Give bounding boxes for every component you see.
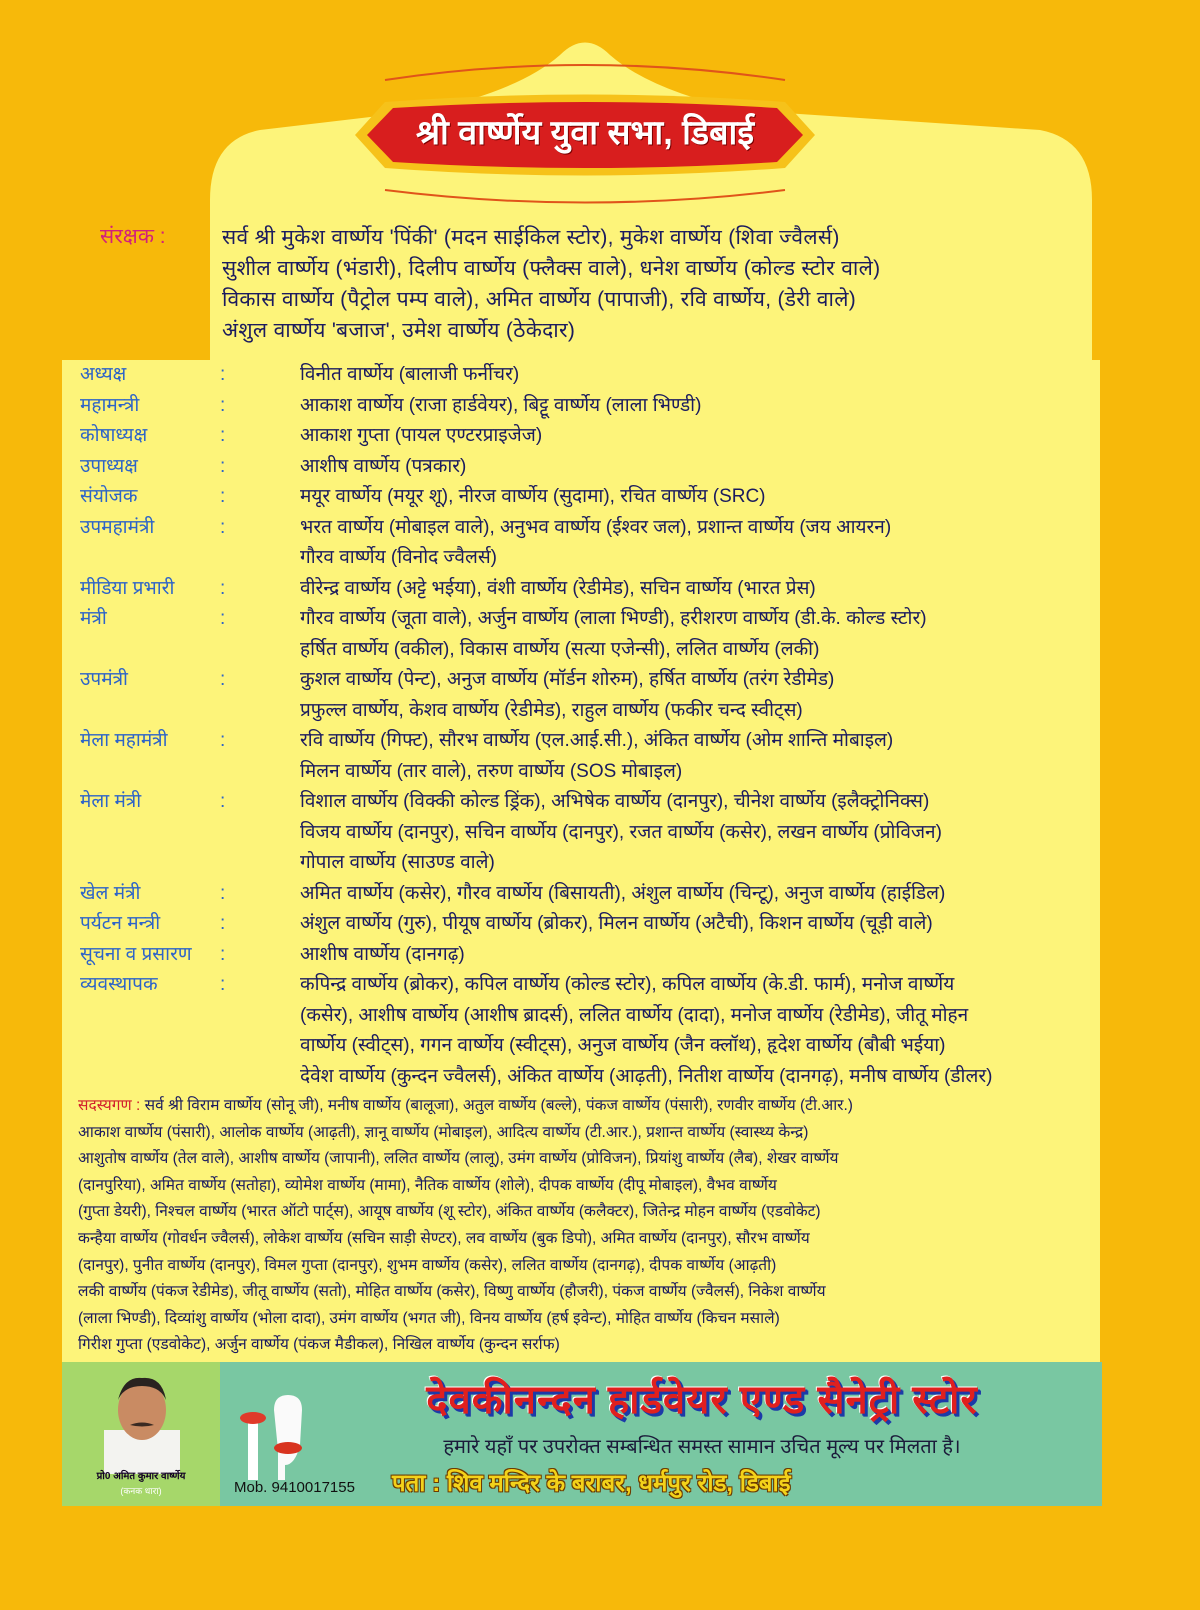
committee-row <box>80 513 1100 574</box>
committee-members <box>300 482 1100 513</box>
committee-member-line: गौरव वार्ष्णेय (जूता वाले), अर्जुन वार्ष्णेय (लाला भिण्डी), हरीशरण वार्ष्णेय (डी.के. कोल्ड स्टोर) <box>300 608 927 629</box>
committee-role: अध्यक्ष <box>80 364 127 385</box>
colon-separator: : <box>220 455 226 477</box>
committee-row <box>80 726 1100 787</box>
committee-members <box>300 787 1100 879</box>
committee-member-line: रवि वार्ष्णेय (गिफ्ट), सौरभ वार्ष्णेय (एल.आई.सी.), अंकित वार्ष्णेय (ओम शान्ति मोबाइल) <box>300 730 894 751</box>
committee-member-line: मिलन वार्ष्णेय (तार वाले), तरुण वार्ष्णेय (SOS मोबाइल) <box>300 760 683 782</box>
committee-member-line: भरत वार्ष्णेय (मोबाइल वाले), अनुभव वार्ष्णेय (ईश्वर जल), प्रशान्त वार्ष्णेय (जय आयरन) <box>300 516 892 538</box>
committee-row <box>80 940 1100 971</box>
committee-member-line: (कसेर), आशीष वार्ष्णेय (आशीष ब्रादर्स), ललित वार्ष्णेय (दादा), मनोज वार्ष्णेय (रेडीमेड), जीतू मोहन <box>300 1004 969 1026</box>
committee-member-line: विजय वार्ष्णेय (दानपुर), सचिन वार्ष्णेय (दानपुर), रजत वार्ष्णेय (कसेर), लखन वार्ष्णेय (प्रोविजन) <box>300 821 942 843</box>
member-line <box>78 1146 1108 1173</box>
committee-role: व्यवस्थापक <box>80 974 158 995</box>
committee-members <box>300 360 1100 391</box>
member-names: (गुप्ता डेयरी), निश्चल वार्ष्णेय (भारत ऑटो पार्ट्स), आयूष वार्ष्णेय (शू स्टोर), अंकित वार्ष्णेय (कलैक्टर), जितेन्द्र मोहन वार्ष्णेय (एडवोकेट) <box>78 1203 821 1221</box>
colon-separator: : <box>220 730 226 751</box>
patron-line: विकास वार्ष्णेय (पैट्रोल पम्प वाले), अमित वार्ष्णेय (पापाजी), रवि वार्ष्णेय, (डेरी वाले) <box>222 288 857 311</box>
colon-separator: : <box>220 364 226 385</box>
member-line <box>78 1332 1108 1359</box>
committee-member-line: आशीष वार्ष्णेय (दानगढ़) <box>300 943 465 965</box>
member-names: कन्हैया वार्ष्णेय (गोवर्धन ज्वैलर्स), लोकेश वार्ष्णेय (सचिन साड़ी सेण्टर), लव वार्ष्णेय (बुक डिपो), अमित वार्ष्णेय (दानपुर), सौरभ वार्ष्णेय <box>78 1229 810 1247</box>
committee-row <box>80 787 1100 879</box>
committee-members <box>300 726 1100 787</box>
committee-role: मंत्री <box>80 608 107 629</box>
colon-separator: : <box>220 791 226 812</box>
committee-row <box>80 604 1100 665</box>
member-names: (दानपुरिया), अमित वार्ष्णेय (सतोहा), व्योमेश वार्ष्णेय (मामा), नैतिक वार्ष्णेय (शोले), दीपक वार्ष्णेय (दीपू मोबाइल), वैभव वार्ष्णेय <box>78 1176 777 1194</box>
committee-member-line: कुशल वार्ष्णेय (पेन्ट), अनुज वार्ष्णेय (मॉर्डन शोरुम), हर्षित वार्ष्णेय (तरंग रेडीमेड) <box>300 669 835 690</box>
store-address: पता : शिव मन्दिर के बराबर, धर्मपुर रोड, डिबाई <box>392 1470 791 1497</box>
colon-separator: : <box>220 882 226 904</box>
committee-member-line: प्रफुल्ल वार्ष्णेय, केशव वार्ष्णेय (रेडीमेड), राहुल वार्ष्णेय (फकीर चन्द स्वीट्स) <box>300 699 803 721</box>
committee-role: मेला महामंत्री <box>80 730 168 751</box>
committee-role: पर्यटन मन्त्री <box>80 913 161 934</box>
member-names: (लाला भिण्डी), दिव्यांशु वार्ष्णेय (भोला दादा), उमंग वार्ष्णेय (भगत जी), विनय वार्ष्णेय (हर्ष इवेन्ट), मोहित वार्ष्णेय (किचन मसाले) <box>78 1309 780 1327</box>
committee-member-line: देवेश वार्ष्णेय (कुन्दन ज्वैलर्स), अंकित वार्ष्णेय (आढ़ती), नितीश वार्ष्णेय (दानगढ़), मनीष वार्ष्णेय (डीलर) <box>300 1065 993 1087</box>
committee-row <box>80 665 1100 726</box>
committee-row <box>80 360 1100 391</box>
committee-role: कोषाध्यक्ष <box>80 425 148 446</box>
committee-members <box>300 909 1100 940</box>
committee-members <box>300 391 1100 422</box>
committee-row <box>80 970 1100 1092</box>
person-name: प्रो0 अमित कुमार वार्ष्णेय <box>96 1471 186 1482</box>
member-names: आकाश वार्ष्णेय (पंसारी), आलोक वार्ष्णेय (आढ़ती), ज्ञानू वार्ष्णेय (मोबाइल), आदित्य वार्ष्णेय (टी.आर.), प्रशान्त वार्ष्णेय (स्वास्थ्य केन्द्र) <box>78 1123 809 1141</box>
committee-role: मेला मंत्री <box>80 791 142 812</box>
committee-members <box>300 970 1100 1092</box>
colon-separator: : <box>220 974 226 995</box>
colon-separator: : <box>220 913 226 934</box>
committee-members <box>300 421 1100 452</box>
member-names: (दानपुर), पुनीत वार्ष्णेय (दानपुर), विमल गुप्ता (दानपुर), शुभम वार्ष्णेय (कसेर), ललित वार्ष्णेय (दानगढ़), दीपक वार्ष्णेय (आढ़ती) <box>78 1256 777 1274</box>
member-line <box>78 1120 1108 1147</box>
committee-row <box>80 879 1100 910</box>
store-name: देवकीनन्दन हार्डवेयर एण्ड सैनेट्री स्टोर <box>426 1378 978 1422</box>
member-line <box>78 1199 1108 1226</box>
member-line <box>78 1093 1108 1120</box>
committee-member-line: वार्ष्णेय (स्वीट्स), गगन वार्ष्णेय (स्वीट्स), अनुज वार्ष्णेय (जैन क्लॉथ), हृदेश वार्ष्णेय (बौबी भईया) <box>300 1035 946 1056</box>
members-label: सदस्यगण : <box>78 1097 141 1114</box>
committee-list <box>80 360 1100 1092</box>
member-line <box>78 1226 1108 1253</box>
committee-member-line: गौरव वार्ष्णेय (विनोद ज्वैलर्स) <box>300 547 498 568</box>
colon-separator: : <box>220 577 226 599</box>
committee-role: उपाध्यक्ष <box>80 455 138 477</box>
colon-separator: : <box>220 425 226 446</box>
patron-list <box>222 222 1102 346</box>
mobile-number: Mob. 9410017155 <box>234 1479 355 1496</box>
committee-row <box>80 909 1100 940</box>
patron-line: सुशील वार्ष्णेय (भंडारी), दिलीप वार्ष्णेय (फ्लैक्स वाले), धनेश वार्ष्णेय (कोल्ड स्टोर वाले) <box>222 257 881 280</box>
committee-member-line: मयूर वार्ष्णेय (मयूर शू), नीरज वार्ष्णेय (सुदामा), रचित वार्ष्णेय (SRC) <box>300 486 766 507</box>
committee-member-line: विशाल वार्ष्णेय (विक्की कोल्ड ड्रिंक), अभिषेक वार्ष्णेय (दानपुर), चीनेश वार्ष्णेय (इलैक्ट्रोनिक्स) <box>300 791 930 812</box>
committee-role: संयोजक <box>80 486 138 507</box>
committee-members <box>300 604 1100 665</box>
committee-role: महामन्त्री <box>80 394 140 416</box>
person-subtitle: (कनक धारा) <box>120 1486 162 1496</box>
member-names: सर्व श्री विराम वार्ष्णेय (सोनू जी), मनीष वार्ष्णेय (बालूजा), अतुल वार्ष्णेय (बल्ले), पंकज वार्ष्णेय (पंसारी), रणवीर वार्ष्णेय (टी.आर.) <box>144 1097 853 1114</box>
committee-members <box>300 940 1100 971</box>
page-title: श्री वार्ष्णेय युवा सभा, डिबाई <box>415 114 755 152</box>
colon-separator: : <box>220 943 226 965</box>
committee-member-line: गोपाल वार्ष्णेय (साउण्ड वाले) <box>300 852 495 873</box>
member-names: गिरीश गुप्ता (एडवोकेट), अर्जुन वार्ष्णेय (पंकज मैडीकल), निखिल वार्ष्णेय (कुन्दन सर्राफ) <box>78 1336 560 1354</box>
committee-member-line: अमित वार्ष्णेय (कसेर), गौरव वार्ष्णेय (बिसायती), अंशुल वार्ष्णेय (चिन्टू), अनुज वार्ष्णेय (हाईडिल) <box>300 882 946 904</box>
committee-members <box>300 513 1100 574</box>
patron-line: सर्व श्री मुकेश वार्ष्णेय 'पिंकी' (मदन साईकिल स्टोर), मुकेश वार्ष्णेय (शिवा ज्वैलर्स) <box>222 226 840 249</box>
sponsor-footer <box>62 1362 1102 1506</box>
person-photo-icon <box>104 1370 180 1474</box>
member-names: लकी वार्ष्णेय (पंकज रेडीमेड), जीतू वार्ष्णेय (सतो), मोहित वार्ष्णेय (कसेर), विष्णु वार्ष्णेय (हौजरी), पंकज वार्ष्णेय (ज्वैलर्स), निकेश वार्ष्णेय <box>78 1283 826 1301</box>
committee-member-line: अंशुल वार्ष्णेय (गुरु), पीयूष वार्ष्णेय (ब्रोकर), मिलन वार्ष्णेय (अटैची), किशन वार्ष्णेय (चूड़ी वाले) <box>300 913 933 934</box>
committee-members <box>300 452 1100 483</box>
committee-role: उपमहामंत्री <box>80 516 155 538</box>
committee-role: मीडिया प्रभारी <box>80 577 175 599</box>
colon-separator: : <box>220 516 226 538</box>
colon-separator: : <box>220 486 226 507</box>
member-names: आशुतोष वार्ष्णेय (तेल वाले), आशीष वार्ष्णेय (जापानी), ललित वार्ष्णेय (लालू), उमंग वार्ष्णेय (प्रोविजन), प्रियांशु वार्ष्णेय (लैब), शेखर वार्ष्णेय <box>78 1150 839 1168</box>
committee-role: उपमंत्री <box>80 669 128 690</box>
member-line <box>78 1279 1108 1306</box>
store-tagline: हमारे यहाँ पर उपरोक्त सम्बन्धित समस्त सामान उचित मूल्य पर मिलता है। <box>443 1436 961 1458</box>
committee-member-line: कपिन्द्र वार्ष्णेय (ब्रोकर), कपिल वार्ष्णेय (कोल्ड स्टोर), कपिल वार्ष्णेय (के.डी. फार्म), मनोज वार्ष्णेय <box>300 974 955 995</box>
members-list <box>78 1093 1108 1359</box>
patron-label: संरक्षक : <box>100 225 166 248</box>
committee-row <box>80 452 1100 483</box>
colon-separator: : <box>220 394 226 416</box>
sponsor-photo-area <box>62 1362 220 1506</box>
committee-members <box>300 879 1100 910</box>
committee-members <box>300 574 1100 605</box>
member-line <box>78 1253 1108 1280</box>
committee-row <box>80 482 1100 513</box>
member-line <box>78 1306 1108 1333</box>
committee-member-line: आकाश वार्ष्णेय (राजा हार्डवेयर), बिट्टू वार्ष्णेय (लाला भिण्डी) <box>300 394 702 416</box>
member-line <box>78 1173 1108 1200</box>
colon-separator: : <box>220 669 226 690</box>
committee-member-line: हर्षित वार्ष्णेय (वकील), विकास वार्ष्णेय (सत्या एजेन्सी), ललित वार्ष्णेय (लकी) <box>300 638 820 660</box>
committee-row <box>80 574 1100 605</box>
colon-separator: : <box>220 608 226 629</box>
committee-members <box>300 665 1100 726</box>
committee-member-line: आशीष वार्ष्णेय (पत्रकार) <box>300 455 467 477</box>
committee-row <box>80 391 1100 422</box>
sanitary-ware-icon <box>240 1390 310 1485</box>
committee-member-line: आकाश गुप्ता (पायल एण्टरप्राइजेज) <box>300 425 543 446</box>
committee-member-line: वीरेन्द्र वार्ष्णेय (अट्टे भईया), वंशी वार्ष्णेय (रेडीमेड), सचिन वार्ष्णेय (भारत प्रेस) <box>300 577 816 599</box>
committee-row <box>80 421 1100 452</box>
committee-role: सूचना व प्रसारण <box>80 943 192 965</box>
patron-line: अंशुल वार्ष्णेय 'बजाज', उमेश वार्ष्णेय (ठेकेदार) <box>222 319 576 342</box>
committee-role: खेल मंत्री <box>80 882 141 904</box>
committee-member-line: विनीत वार्ष्णेय (बालाजी फर्नीचर) <box>300 364 520 385</box>
